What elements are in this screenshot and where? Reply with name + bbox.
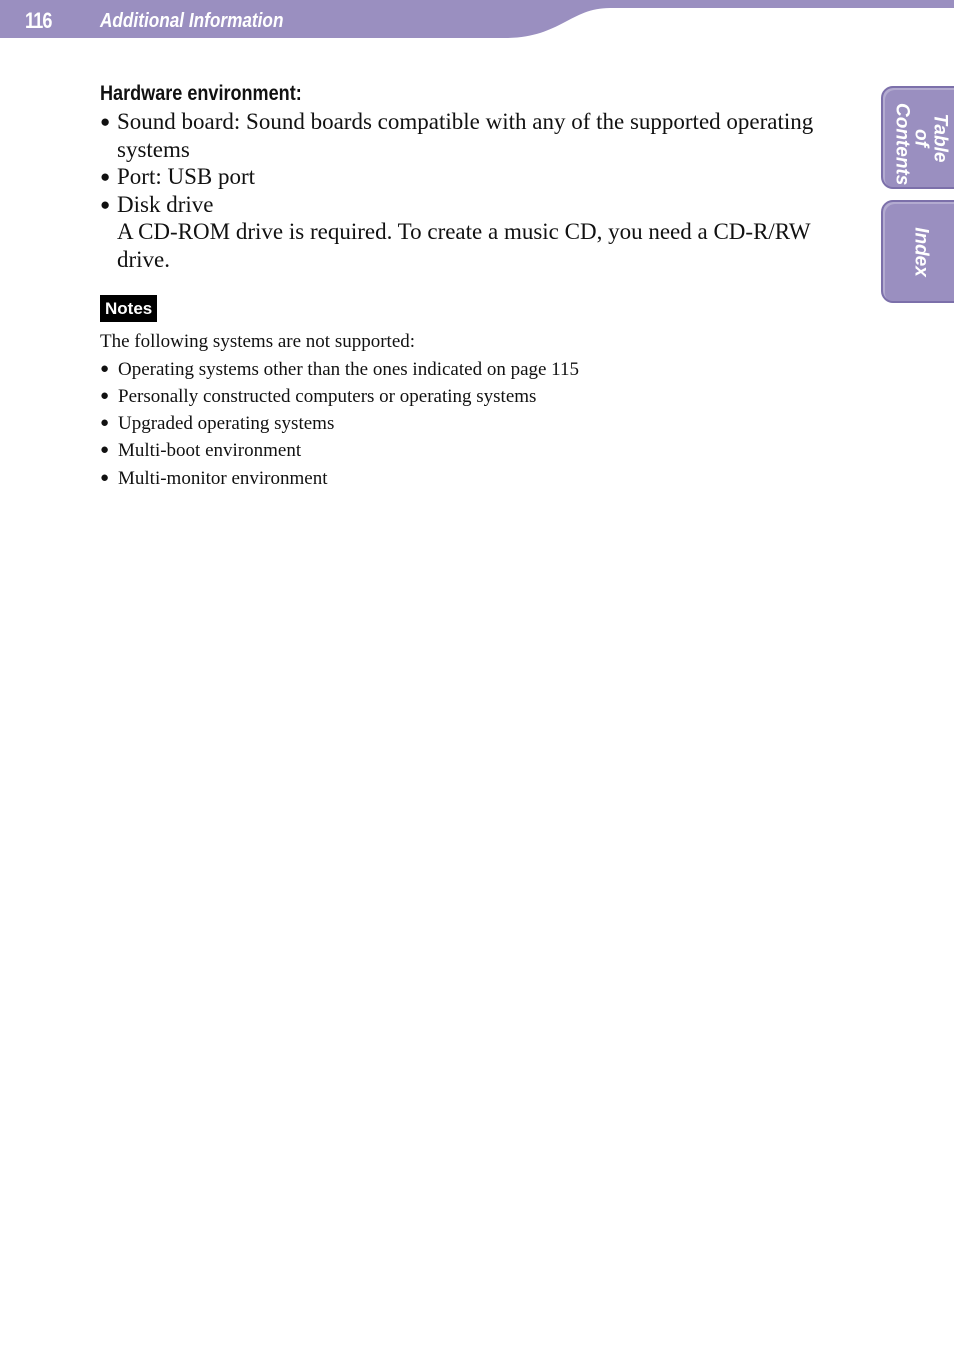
notes-item-text: Operating systems other than the ones indicated on page 115 [118, 358, 579, 380]
index-tab[interactable] [881, 200, 954, 303]
bullet-icon: ● [100, 112, 111, 131]
index-label: Index [910, 226, 932, 277]
disk-drive-detail: A CD-ROM drive is required. To create a music CD, you need a CD-R/RW drive. [117, 219, 811, 272]
list-item [100, 163, 840, 191]
notes-item-text: Multi-monitor environment [118, 467, 328, 489]
notes-intro: The following systems are not supported: [100, 331, 416, 352]
bullet-icon: ● [100, 442, 110, 459]
bullet-icon: ● [100, 167, 111, 186]
list-item [100, 383, 840, 410]
notes-item-text: Upgraded operating systems [118, 413, 335, 435]
list-item [100, 410, 840, 437]
bullet-icon: ● [100, 194, 111, 214]
section-title: Additional Information [100, 10, 284, 32]
hardware-item-text: Sound board: Sound boards compatible with any of the supported operating systems [117, 109, 814, 162]
hardware-item-text: Disk drive [117, 191, 214, 217]
list-item [100, 465, 840, 492]
hardware-heading: Hardware environment: [100, 82, 302, 105]
bullet-icon: ● [100, 469, 110, 486]
page-header [0, 0, 954, 40]
table-of-contents-label: Table of Contents [891, 102, 951, 185]
notes-item-text: Personally constructed computers or operating systems [118, 385, 537, 407]
notes-list [100, 356, 840, 492]
hardware-item-text: Port: USB port [117, 164, 256, 189]
list-item [100, 437, 840, 464]
table-of-contents-tab[interactable] [881, 86, 954, 189]
notes-badge: Notes [100, 295, 157, 322]
list-item [100, 191, 840, 274]
page-number: 116 [25, 8, 52, 33]
bullet-icon: ● [100, 360, 110, 377]
list-item [100, 108, 840, 163]
notes-item-text: Multi-boot environment [118, 440, 302, 462]
page-content [100, 80, 840, 492]
bullet-icon: ● [100, 387, 110, 404]
hardware-list [100, 108, 840, 273]
list-item [100, 356, 840, 383]
bullet-icon: ● [100, 415, 110, 432]
